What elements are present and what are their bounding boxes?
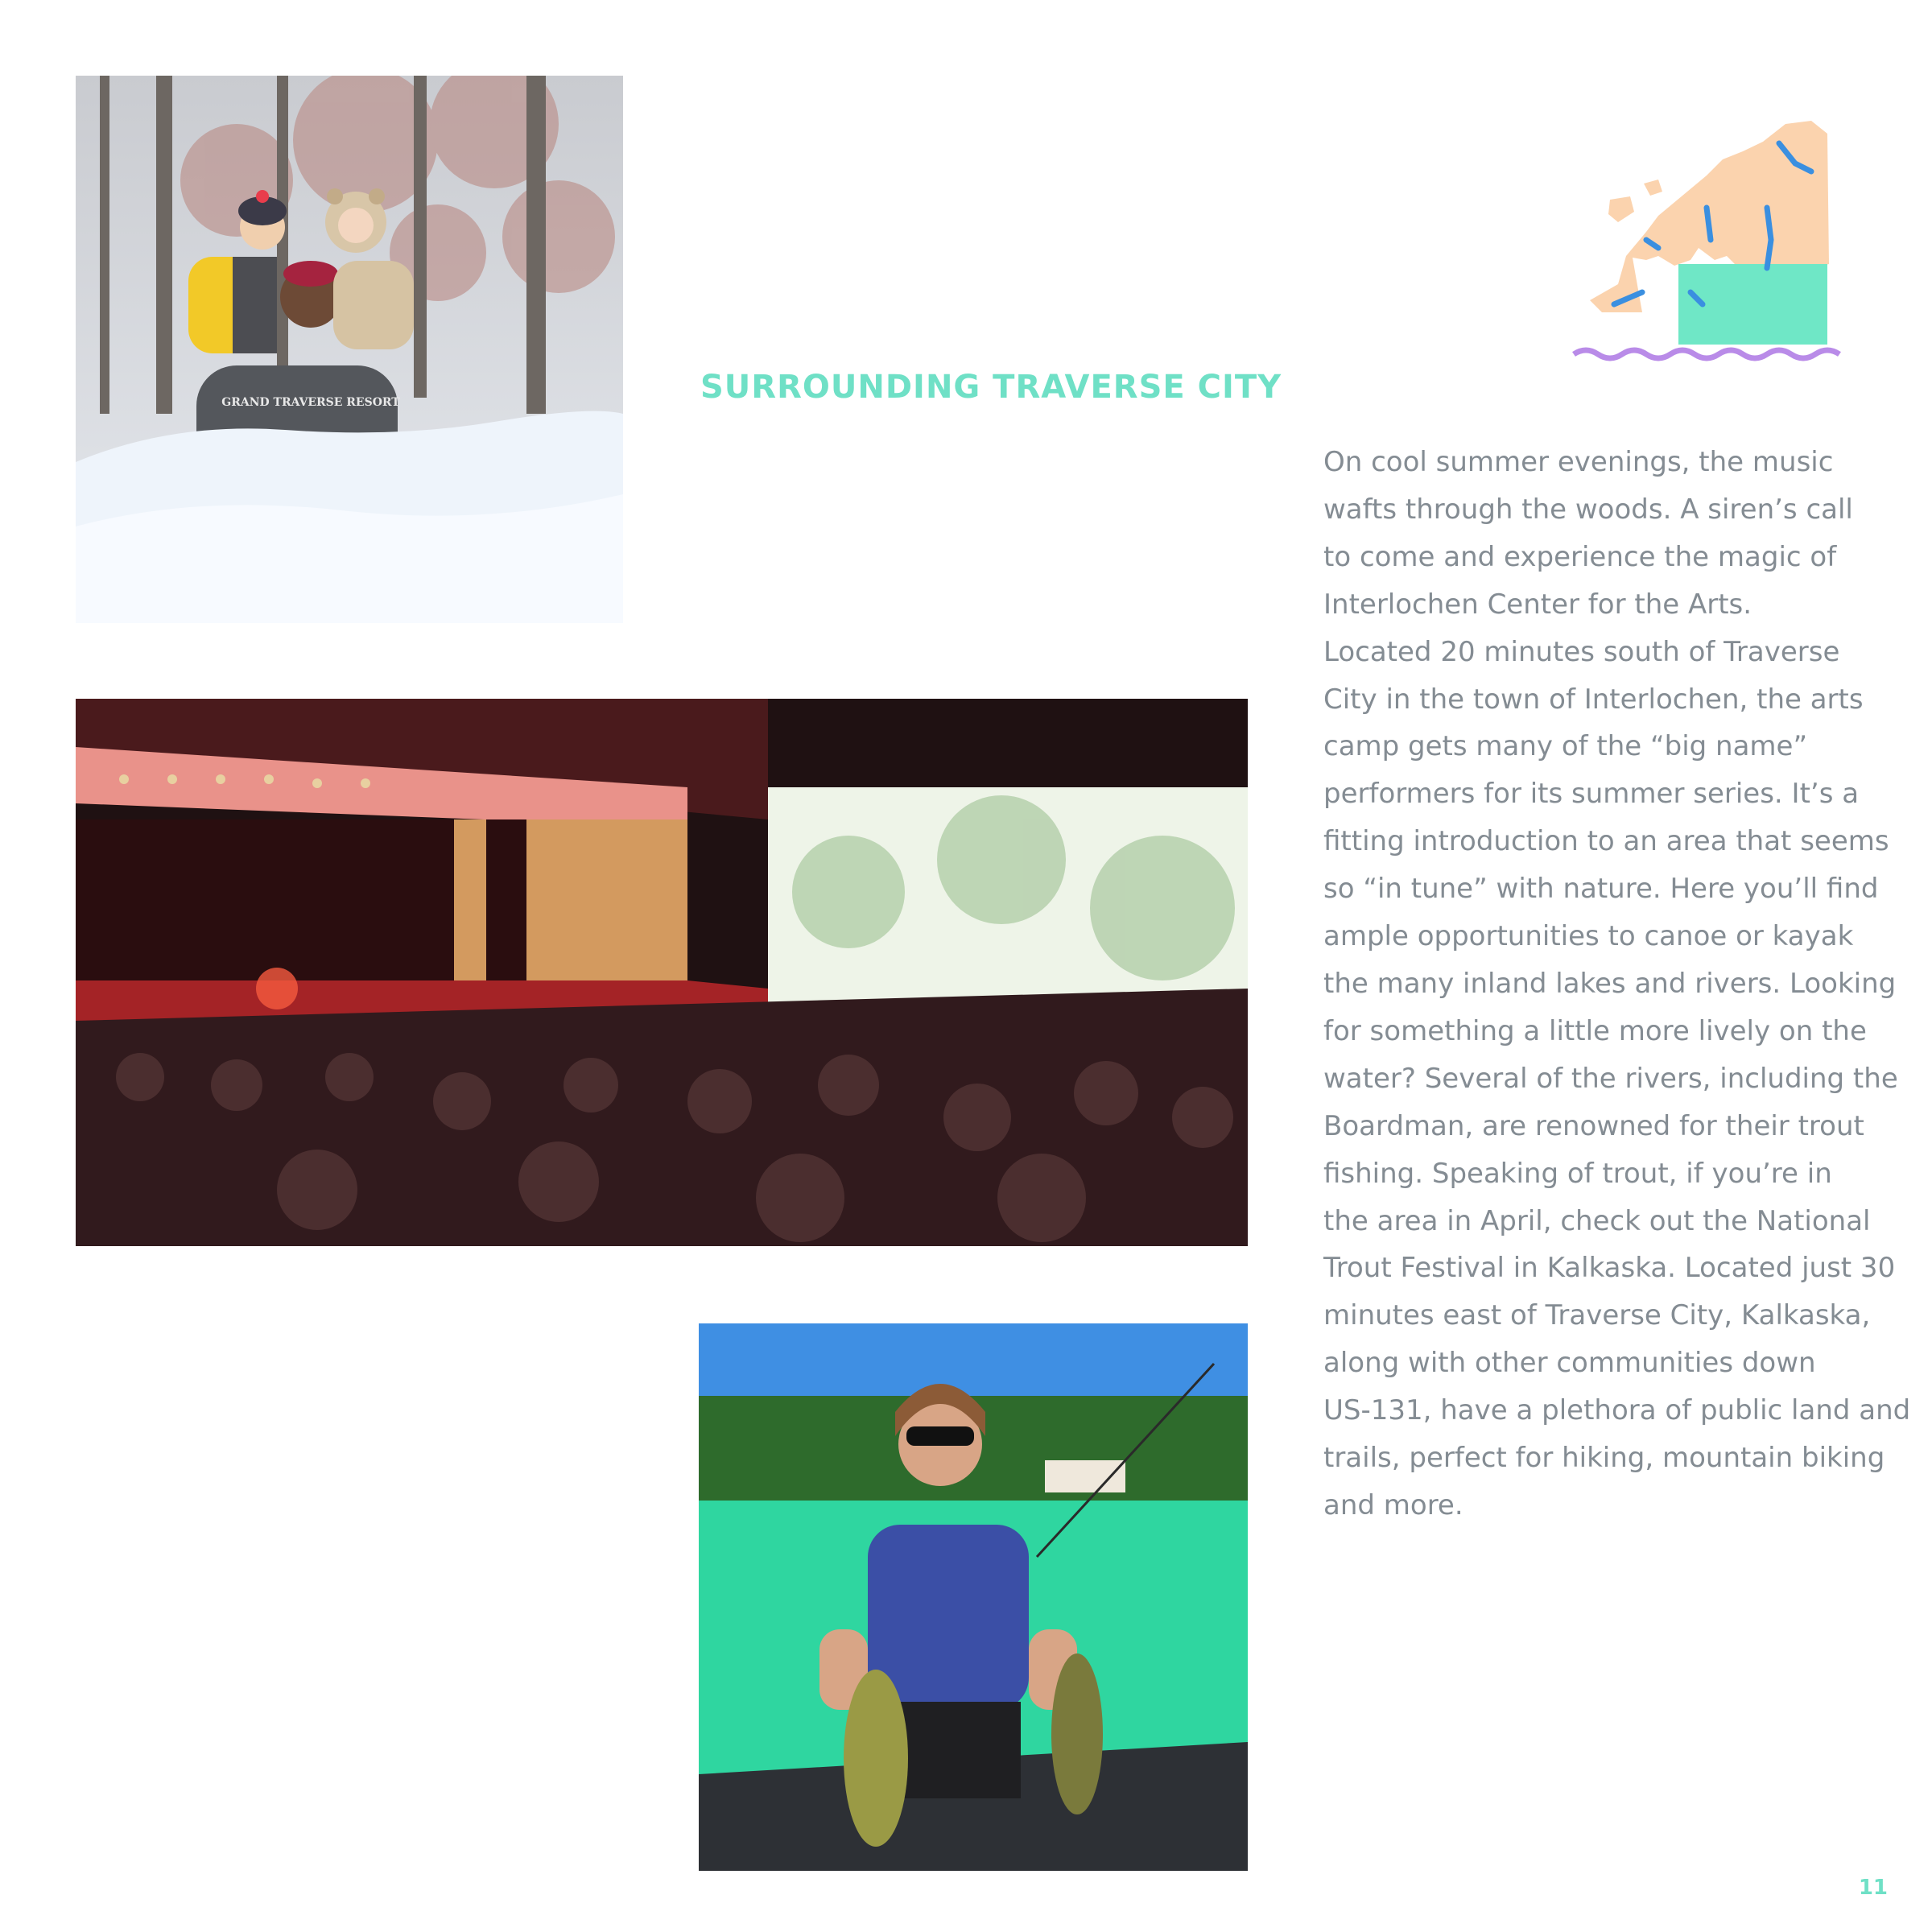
- body-text-line: to come and experience the magic of: [1323, 540, 1837, 573]
- body-text-line: trails, perfect for hiking, mountain biking: [1323, 1442, 1885, 1475]
- body-text-line: fishing. Speaking of trout, if you’re in: [1323, 1157, 1832, 1190]
- body-text-line: On cool summer evenings, the music: [1323, 446, 1834, 478]
- fishing-photo: [699, 1323, 1248, 1871]
- concert-photo: [76, 699, 1248, 1246]
- body-text-line: wafts through the woods. A siren’s call: [1323, 493, 1853, 526]
- body-text-line: performers for its summer series. It’s a: [1323, 778, 1860, 811]
- section-heading: SURROUNDING TRAVERSE CITY: [700, 369, 1282, 406]
- body-text-line: City in the town of Interlochen, the arts: [1323, 683, 1864, 716]
- family-winter-photo: [76, 76, 623, 623]
- body-text-line: so “in tune” with nature. Here you’ll find: [1323, 873, 1879, 906]
- body-text-line: the many inland lakes and rivers. Looking: [1323, 967, 1897, 1000]
- region-map: [1570, 119, 1843, 365]
- body-text-line: US-131, have a plethora of public land and: [1323, 1394, 1911, 1427]
- body-text-line: along with other communities down: [1323, 1347, 1816, 1380]
- map-island: [1644, 180, 1662, 196]
- body-text: [1323, 439, 1911, 1530]
- map-island: [1608, 196, 1634, 222]
- body-text-line: minutes east of Traverse City, Kalkaska,: [1323, 1299, 1871, 1332]
- body-text-line: water? Several of the rivers, including the: [1323, 1062, 1898, 1095]
- body-text-line: the area in April, check out the National: [1323, 1204, 1871, 1237]
- page-number: 11: [1858, 1876, 1888, 1900]
- body-text-line: and more.: [1323, 1488, 1463, 1521]
- family-shirt-text: GRAND TRAVERSE RESORT: [221, 396, 400, 409]
- body-text-line: Boardman, are renowned for their trout: [1323, 1109, 1864, 1142]
- body-text-line: camp gets many of the “big name”: [1323, 730, 1808, 763]
- body-text-line: for something a little more lively on the: [1323, 1014, 1867, 1047]
- body-text-line: Trout Festival in Kalkaska. Located just 30: [1323, 1252, 1896, 1285]
- body-text-line: fitting introduction to an area that seems: [1323, 825, 1889, 858]
- body-text-line: ample opportunities to canoe or kayak: [1323, 920, 1854, 953]
- body-text-line: Located 20 minutes south of Traverse: [1323, 635, 1840, 668]
- body-text-line: Interlochen Center for the Arts.: [1323, 588, 1752, 621]
- map-waves: [1574, 350, 1839, 358]
